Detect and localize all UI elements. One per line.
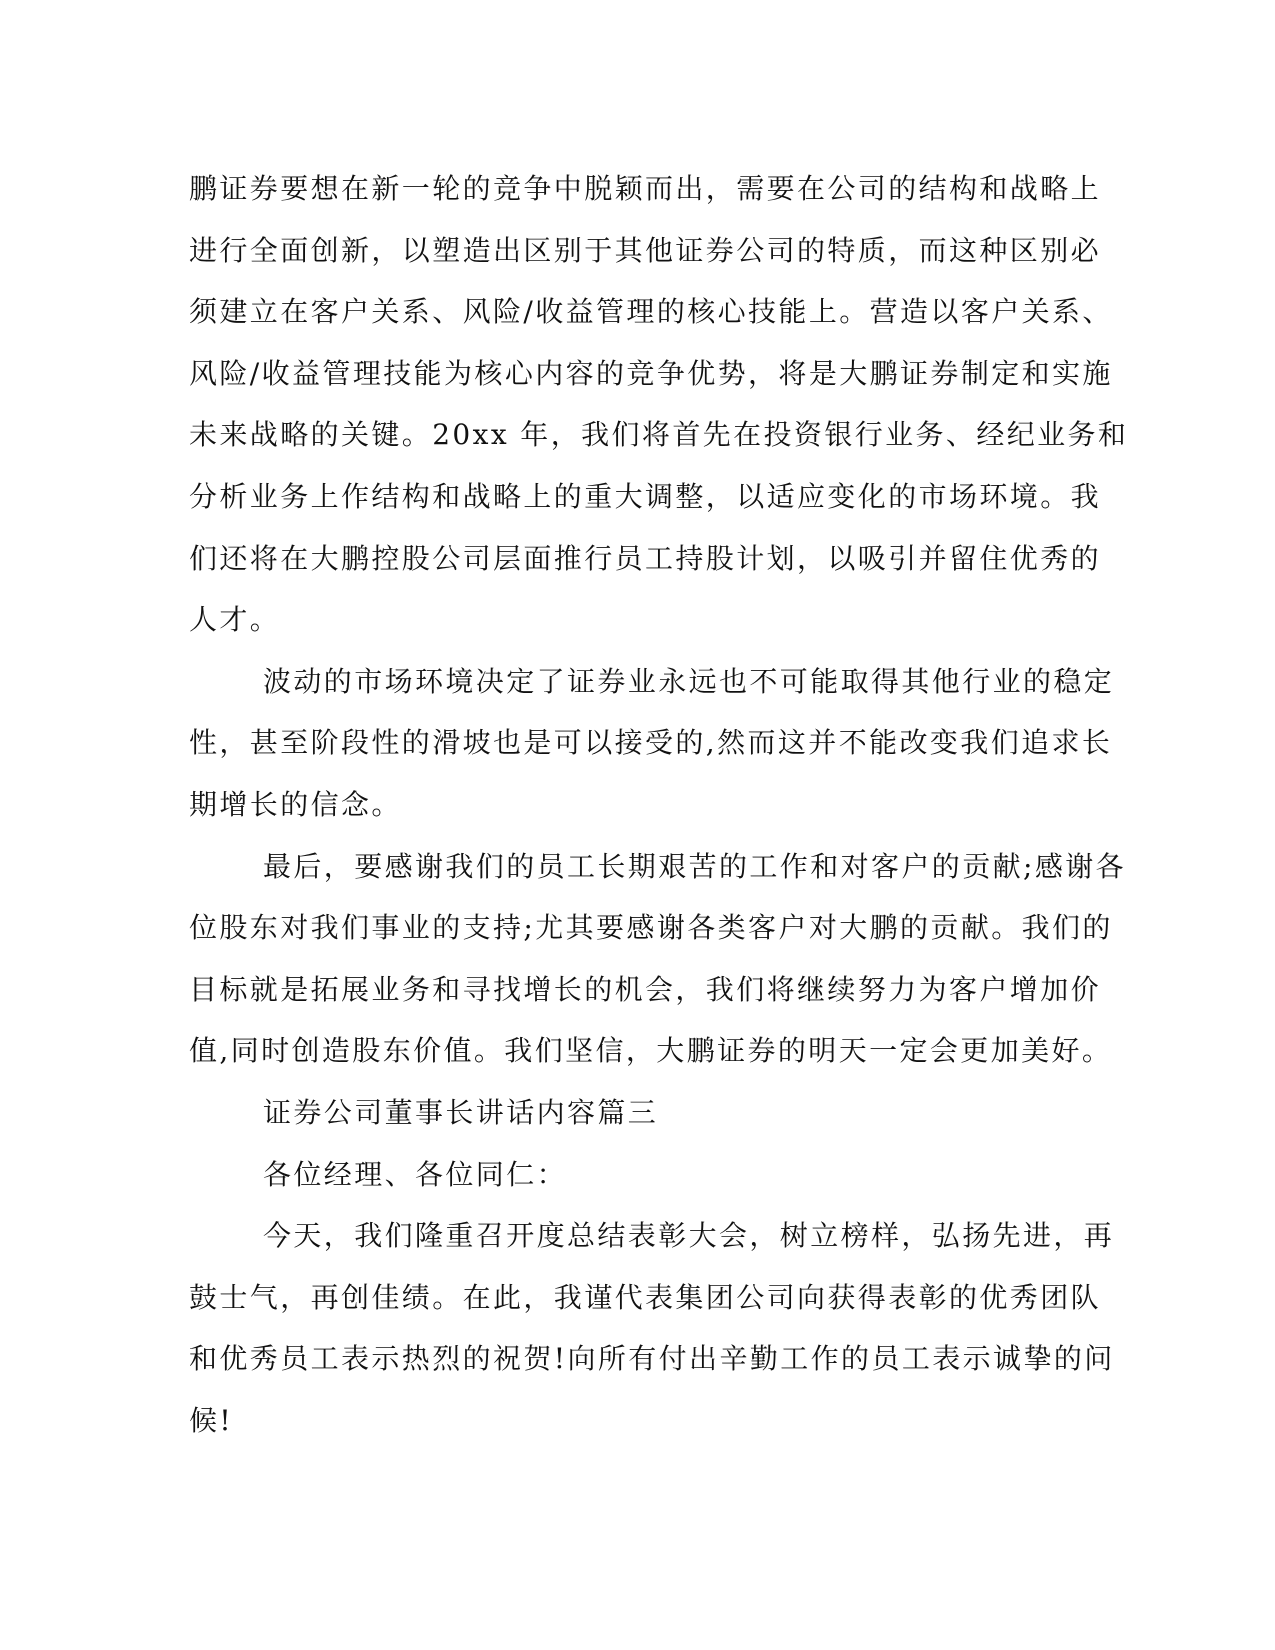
text-line: 风险/收益管理技能为核心内容的竞争优势，将是大鹏证券制定和实施 <box>189 356 1113 390</box>
paragraph-1 <box>189 158 1129 651</box>
text-line: 鹏证券要想在新一轮的竞争中脱颖而出，需要在公司的结构和战略上 <box>189 172 1102 205</box>
text-line: 期增长的信念。 <box>189 787 402 821</box>
text-line: 最后，要感谢我们的员工长期艰苦的工作和对客户的贡献;感谢各 <box>263 849 1127 883</box>
text-line: 须建立在客户关系、风险/收益管理的核心技能上。营造以客户关系、 <box>189 295 1113 329</box>
text-line: 波动的市场环境决定了证券业永远也不可能取得其他行业的稳定 <box>263 664 1115 698</box>
paragraph-4 <box>189 1205 1115 1451</box>
paragraph-2 <box>189 651 1115 836</box>
text-line: 候! <box>189 1403 234 1437</box>
text-line: 未来战略的关键。20xx 年，我们将首先在投资银行业务、经纪业务和 <box>189 418 1129 452</box>
text-line: 性，甚至阶段性的滑坡也是可以接受的,然而这并不能改变我们追求长 <box>189 726 1113 760</box>
salutation <box>189 1144 1089 1206</box>
text-line: 值,同时创造股东价值。我们坚信，大鹏证券的明天一定会更加美好。 <box>189 1034 1113 1068</box>
paragraph-3 <box>189 836 1127 1082</box>
text-line: 进行全面创新，以塑造出区别于其他证券公司的特质，而这种区别必 <box>189 233 1102 267</box>
text-line: 分析业务上作结构和战略上的重大调整，以适应变化的市场环境。我 <box>189 479 1102 513</box>
section-heading <box>189 1082 1089 1144</box>
heading-text: 证券公司董事长讲话内容篇三 <box>263 1095 659 1129</box>
text-line: 目标就是拓展业务和寻找增长的机会，我们将继续努力为客户增加价 <box>189 972 1102 1006</box>
text-line: 人才。 <box>189 603 281 637</box>
text-line: 鼓士气，再创佳绩。在此，我谨代表集团公司向获得表彰的优秀团队 <box>189 1280 1102 1314</box>
text-line: 和优秀员工表示热烈的祝贺!向所有付出辛勤工作的员工表示诚挚的问 <box>189 1342 1115 1376</box>
text-line: 位股东对我们事业的支持;尤其要感谢各类客户对大鹏的贡献。我们的 <box>189 911 1113 945</box>
text-line: 今天，我们隆重召开度总结表彰大会，树立榜样，弘扬先进，再 <box>263 1219 1115 1253</box>
salutation-text: 各位经理、各位同仁： <box>263 1157 568 1191</box>
text-line: 们还将在大鹏控股公司层面推行员工持股计划，以吸引并留住优秀的 <box>189 541 1102 575</box>
document-body <box>189 158 1129 1451</box>
